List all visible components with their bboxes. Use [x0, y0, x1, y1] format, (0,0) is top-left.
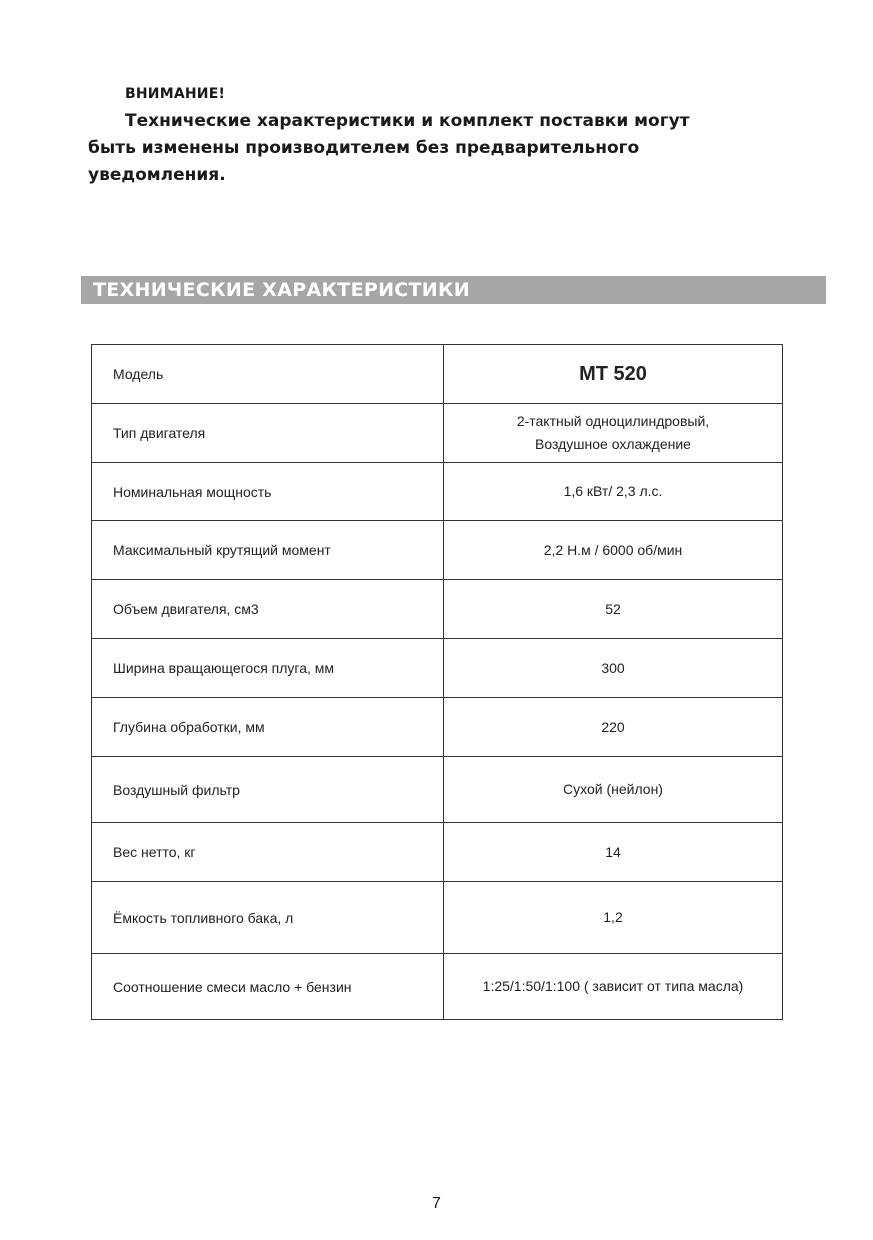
- spec-label: Глубина обработки, мм: [92, 698, 444, 757]
- table-row: [92, 580, 783, 639]
- table-row: [92, 698, 783, 757]
- spec-label: Соотношение смеси масло + бензин: [92, 954, 444, 1020]
- table-row-model: [92, 345, 783, 404]
- spec-value: 2,2 Н.м / 6000 об/мин: [444, 521, 783, 580]
- spec-value: Сухой (нейлон): [444, 757, 783, 823]
- section-title: ТЕХНИЧЕСКИЕ ХАРАКТЕРИСТИКИ: [93, 279, 471, 301]
- table-row: [92, 639, 783, 698]
- spec-value-line-1: 2-тактный одноцилиндровый,: [516, 413, 710, 429]
- spec-label: Модель: [92, 345, 444, 404]
- spec-value: 1:25/1:50/1:100 ( зависит от типа масла): [444, 954, 783, 1020]
- specs-table: [91, 344, 783, 1020]
- notice-line-3: уведомления.: [88, 165, 226, 185]
- spec-label: Объем двигателя, см3: [92, 580, 444, 639]
- spec-label: Ширина вращающегося плуга, мм: [92, 639, 444, 698]
- spec-label: Номинальная мощность: [92, 463, 444, 521]
- spec-label: Максимальный крутящий момент: [92, 521, 444, 580]
- spec-value: 220: [444, 698, 783, 757]
- table-row: [92, 882, 783, 954]
- spec-value: [444, 404, 783, 463]
- spec-value: 300: [444, 639, 783, 698]
- spec-value-line-2: Воздушное охлаждение: [535, 436, 691, 452]
- page-number: 7: [432, 1195, 441, 1212]
- table-row: [92, 954, 783, 1020]
- notice-title: ВНИМАНИЕ!: [125, 86, 226, 102]
- spec-value: 14: [444, 823, 783, 882]
- notice-line-2: быть изменены производителем без предварительного: [88, 138, 640, 158]
- notice-text: [88, 108, 788, 189]
- spec-value: 1,2: [444, 882, 783, 954]
- table-row: [92, 521, 783, 580]
- model-value: MT 520: [444, 345, 783, 404]
- table-row: [92, 404, 783, 463]
- spec-label: Вес нетто, кг: [92, 823, 444, 882]
- spec-value: 52: [444, 580, 783, 639]
- table-row: [92, 463, 783, 521]
- table-row: [92, 823, 783, 882]
- table-row: [92, 757, 783, 823]
- spec-label: Ёмкость топливного бака, л: [92, 882, 444, 954]
- spec-label: Тип двигателя: [92, 404, 444, 463]
- spec-value: 1,6 кВт/ 2,3 л.с.: [444, 463, 783, 521]
- spec-label: Воздушный фильтр: [92, 757, 444, 823]
- section-header: [81, 276, 826, 304]
- notice-line-1: Технические характеристики и комплект поставки могут: [125, 111, 690, 131]
